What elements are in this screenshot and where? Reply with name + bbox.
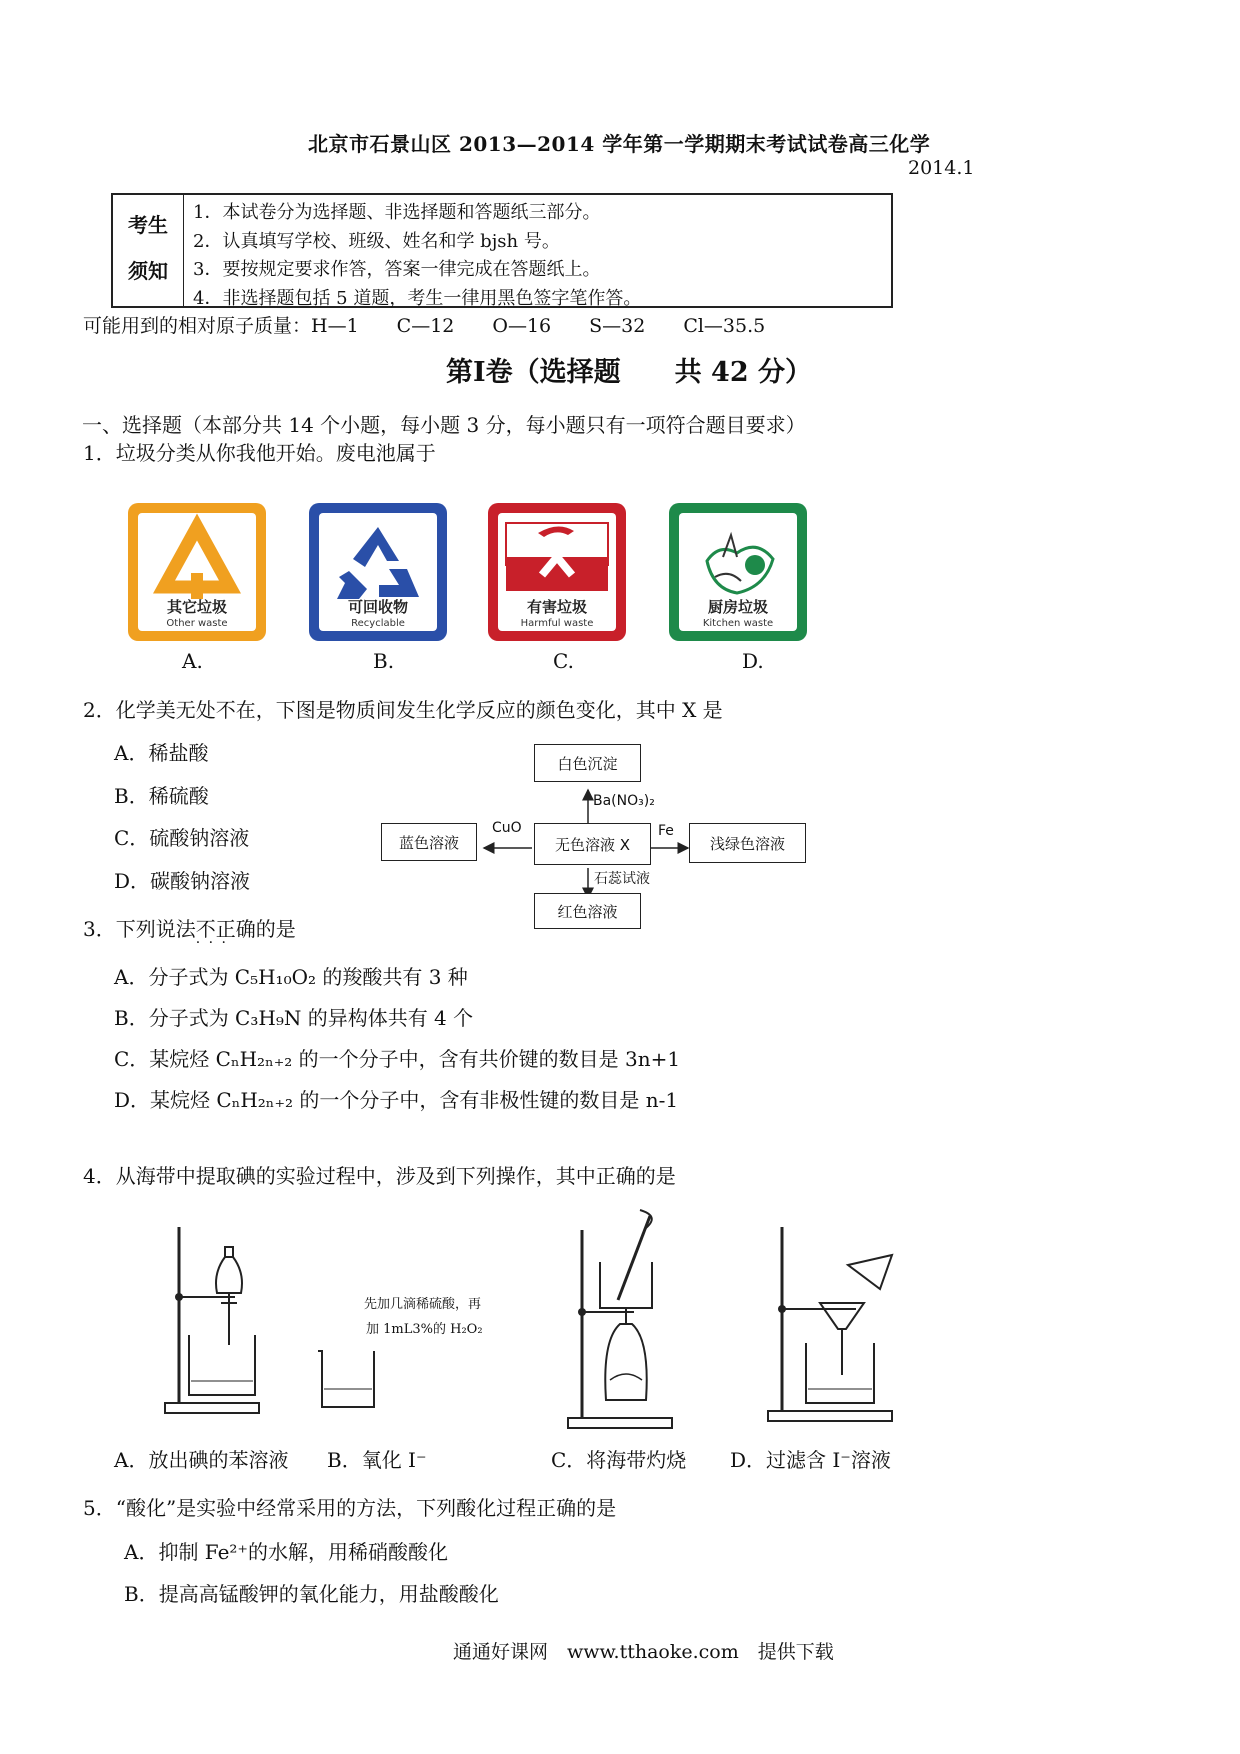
notice-item: 2．认真填写学校、班级、姓名和学 bjsh 号。 <box>193 230 560 252</box>
q4-option: D．过滤含 I⁻溶液 <box>730 1448 891 1472</box>
logo-kitchen-waste <box>669 503 807 641</box>
q2-option: D．碳酸钠溶液 <box>114 869 251 893</box>
label-litmus: 石蕊试液 <box>594 871 650 887</box>
q5-stem: 5．“酸化”是实验中经常采用的方法，下列酸化过程正确的是 <box>83 1496 617 1520</box>
box-colorless-solution-x: 无色溶液 X <box>534 823 651 865</box>
exam-date: 2014.1 <box>908 157 975 179</box>
q4-stem: 4．从海带中提取碘的实验过程中，涉及到下列操作，其中正确的是 <box>83 1164 676 1188</box>
notice-item: 4．非选择题包括 5 道题，考生一律用黑色签字笔作答。 <box>193 287 642 309</box>
q3-option: A．分子式为 C₅H₁₀O₂ 的羧酸共有 3 种 <box>114 965 468 989</box>
beaker-icon <box>312 1345 382 1415</box>
logo-recyclable <box>309 503 447 641</box>
box-light-green-solution: 浅绿色溶液 <box>689 823 806 863</box>
label-barium-nitrate: Ba(NO₃)₂ <box>593 793 655 809</box>
part-heading: 一、选择题（本部分共 14 个小题，每小题 3 分，每小题只有一项符合题目要求） <box>82 413 806 437</box>
notice-label-line2: 须知 <box>128 259 168 283</box>
logo-en-label: Recyclable <box>351 618 405 629</box>
atomic-mass-line: 可能用到的相对原子质量：H—1 C—12 O—16 S—32 Cl—35.5 <box>83 315 766 337</box>
notice-label-line1: 考生 <box>128 213 168 237</box>
q3-option: C．某烷烃 CₙH₂ₙ₊₂ 的一个分子中，含有共价键的数目是 3n+1 <box>114 1047 681 1071</box>
logo-cn-label: 有害垃圾 <box>526 598 587 616</box>
logo-cn-label: 其它垃圾 <box>166 598 227 616</box>
section-title: 第Ⅰ卷（选择题 共 42 分） <box>446 357 813 388</box>
notice-item: 3．要按规定要求作答，答案一律完成在答题纸上。 <box>193 259 601 280</box>
exam-title: 北京市石景山区 2013—2014 学年第一学期期末考试试卷高三化学 <box>308 132 931 156</box>
beaker-note-line2: 加 1mL3%的 H₂O₂ <box>366 1322 483 1337</box>
label-cuo: CuO <box>492 820 522 836</box>
q1-option-letter: C. <box>553 649 574 673</box>
box-white-precipitate: 白色沉淀 <box>534 744 641 782</box>
q3-option: D．某烷烃 CₙH₂ₙ₊₂ 的一个分子中，含有非极性键的数目是 n-1 <box>114 1088 679 1112</box>
q4-option: B．氧化 I⁻ <box>327 1448 427 1472</box>
q1-option-letter: B. <box>373 649 395 673</box>
logo-cn-label: 可回收物 <box>347 598 408 616</box>
notice-items <box>193 199 641 313</box>
q3-stem <box>83 913 296 942</box>
beaker-note-line1: 先加几滴稀硫酸，再 <box>364 1297 482 1312</box>
notice-box <box>111 193 893 308</box>
box-blue-solution: 蓝色溶液 <box>381 823 477 861</box>
q3-stem-pre: 3．下列说法 <box>83 917 196 941</box>
separatory-funnel-apparatus-icon <box>155 1225 270 1420</box>
notice-item: 1．本试卷分为选择题、非选择题和答题纸三部分。 <box>193 202 601 223</box>
logo-en-label: Other waste <box>166 618 228 629</box>
notice-label <box>113 195 184 306</box>
q4-option: A．放出碘的苯溶液 <box>114 1448 289 1472</box>
q1-option-letter: A. <box>182 649 203 673</box>
logo-en-label: Harmful waste <box>520 618 594 629</box>
box-red-solution: 红色溶液 <box>534 893 641 929</box>
q5-option: A．抑制 Fe²⁺的水解，用稀硝酸酸化 <box>124 1540 448 1564</box>
logo-en-label: Kitchen waste <box>702 618 774 629</box>
q2-option: C．硫酸钠溶液 <box>114 826 250 850</box>
q2-option: B．稀硫酸 <box>114 784 209 808</box>
q5-option: B．提高高锰酸钾的氧化能力，用盐酸酸化 <box>124 1582 499 1606</box>
logo-harmful-waste <box>488 503 626 641</box>
q2-stem: 2．化学美无处不在，下图是物质间发生化学反应的颜色变化，其中 X 是 <box>83 698 723 722</box>
q3-option: B．分子式为 C₃H₉N 的异构体共有 4 个 <box>114 1006 474 1030</box>
q4-option: C．将海带灼烧 <box>551 1448 687 1472</box>
logo-other-waste <box>128 503 266 641</box>
q1-stem: 1．垃圾分类从你我他开始。废电池属于 <box>83 441 436 465</box>
q3-stem-emphasis: 不正确 · · · <box>196 917 256 941</box>
crucible-heating-apparatus-icon <box>560 1200 680 1430</box>
q1-option-letter: D. <box>742 649 764 673</box>
q3-stem-post: 的是 <box>255 917 296 941</box>
label-fe: Fe <box>658 823 674 839</box>
q2-option: A．稀盐酸 <box>114 741 209 765</box>
logo-cn-label: 厨房垃圾 <box>707 598 768 616</box>
footer-source: 通通好课网 www.tthaoke.com 提供下载 <box>453 1641 834 1663</box>
filtration-apparatus-icon <box>760 1225 900 1425</box>
